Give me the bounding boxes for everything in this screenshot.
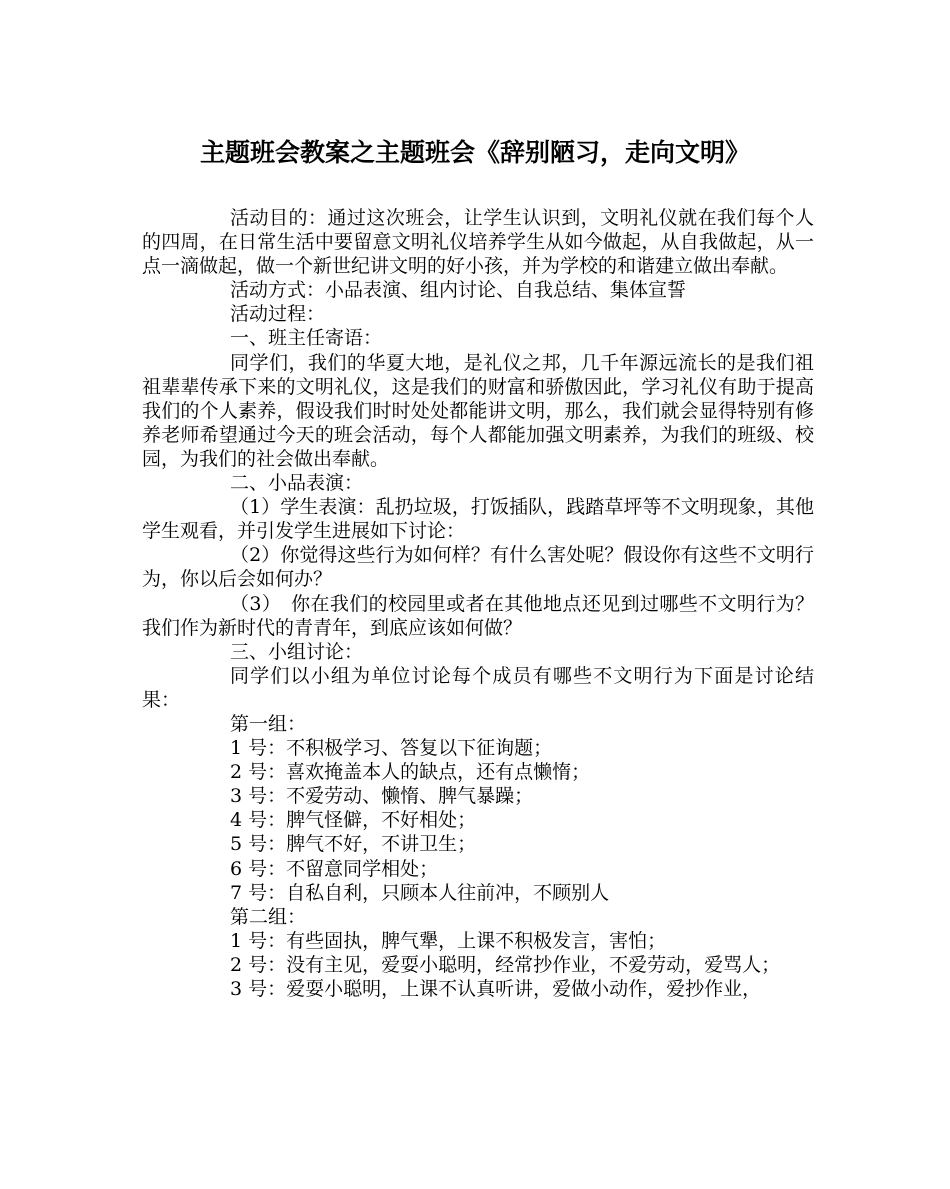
group-one-item: 6 号：不留意同学相处； — [230, 857, 439, 880]
paragraph-process-heading: 活动过程： — [230, 303, 326, 326]
group-two-item: 1 号：有些固执，脾气犟，上课不积极发言，害怕； — [230, 929, 667, 952]
group-one-item: 3 号：不爱劳动、懒惰、脾气暴躁； — [230, 785, 534, 808]
document-title: 主题班会教案之主题班会《辞别陋习，走向文明》 — [199, 138, 750, 167]
document-body — [142, 206, 814, 1001]
group-one-item: 1 号：不积极学习、答复以下征询题； — [230, 737, 553, 760]
group-one-item: 5 号：脾气不好，不讲卫生； — [230, 833, 477, 856]
group-one-item: 7 号：自私自利，只顾本人往前冲，不顾别人 — [230, 881, 610, 904]
group-two-heading: 第二组： — [230, 905, 307, 928]
paragraph-skit-3: （3） 你在我们的校园里或者在其他地点还见到过哪些不文明行为？我们作为新时代的青青年，到底应该如何做？ — [142, 592, 814, 639]
section-heading-group-discussion: 三、小组讨论： — [230, 640, 364, 663]
paragraph-teacher-message: 同学们，我们的华夏大地，是礼仪之邦，几千年源远流长的是我们祖祖辈辈传承下来的文明礼仪，这是我们的财富和骄傲因此，学习礼仪有助于提高我们的个人素养，假设我们时时处处都能讲文明，那么，我们就会显得特别有修养老师希望通过今天的班会活动，每个人都能加强文明素养，为我们的班级、校园，为我们的社会做出奉献。 — [142, 351, 814, 470]
section-heading-skit: 二、小品表演： — [230, 472, 364, 495]
group-one-item: 2 号：喜欢掩盖本人的缺点，还有点懒惰； — [230, 761, 591, 784]
group-two-item: 2 号：没有主见，爱耍小聪明，经常抄作业，不爱劳动，爱骂人； — [230, 953, 781, 976]
paragraph-discussion-intro: 同学们以小组为单位讨论每个成员有哪些不文明行为下面是讨论结果： — [142, 664, 814, 711]
group-one-item: 4 号：脾气怪僻，不好相处； — [230, 809, 477, 832]
paragraph-skit-2: （2）你觉得这些行为如何样？有什么害处呢？假设你有这些不文明行为，你以后会如何办？ — [142, 544, 814, 591]
group-one-heading: 第一组： — [230, 712, 307, 735]
group-two-item: 3 号：爱耍小聪明，上课不认真听讲，爱做小动作，爱抄作业， — [230, 978, 762, 1000]
paragraph-skit-1: （1）学生表演：乱扔垃圾，打饭插队，践踏草坪等不文明现象，其他学生观看，并引发学生进展如下讨论： — [142, 496, 814, 543]
section-heading-teacher-message: 一、班主任寄语： — [230, 327, 383, 350]
paragraph-method: 活动方式：小品表演、组内讨论、自我总结、集体宣誓 — [230, 279, 687, 302]
paragraph-purpose: 活动目的：通过这次班会，让学生认识到，文明礼仪就在我们每个人的四周，在日常生活中要留意文明礼仪培养学生从如今做起，从自我做起，从一点一滴做起，做一个新世纪讲文明的好小孩，并为学校的和谐建立做出奉献。 — [142, 207, 814, 278]
